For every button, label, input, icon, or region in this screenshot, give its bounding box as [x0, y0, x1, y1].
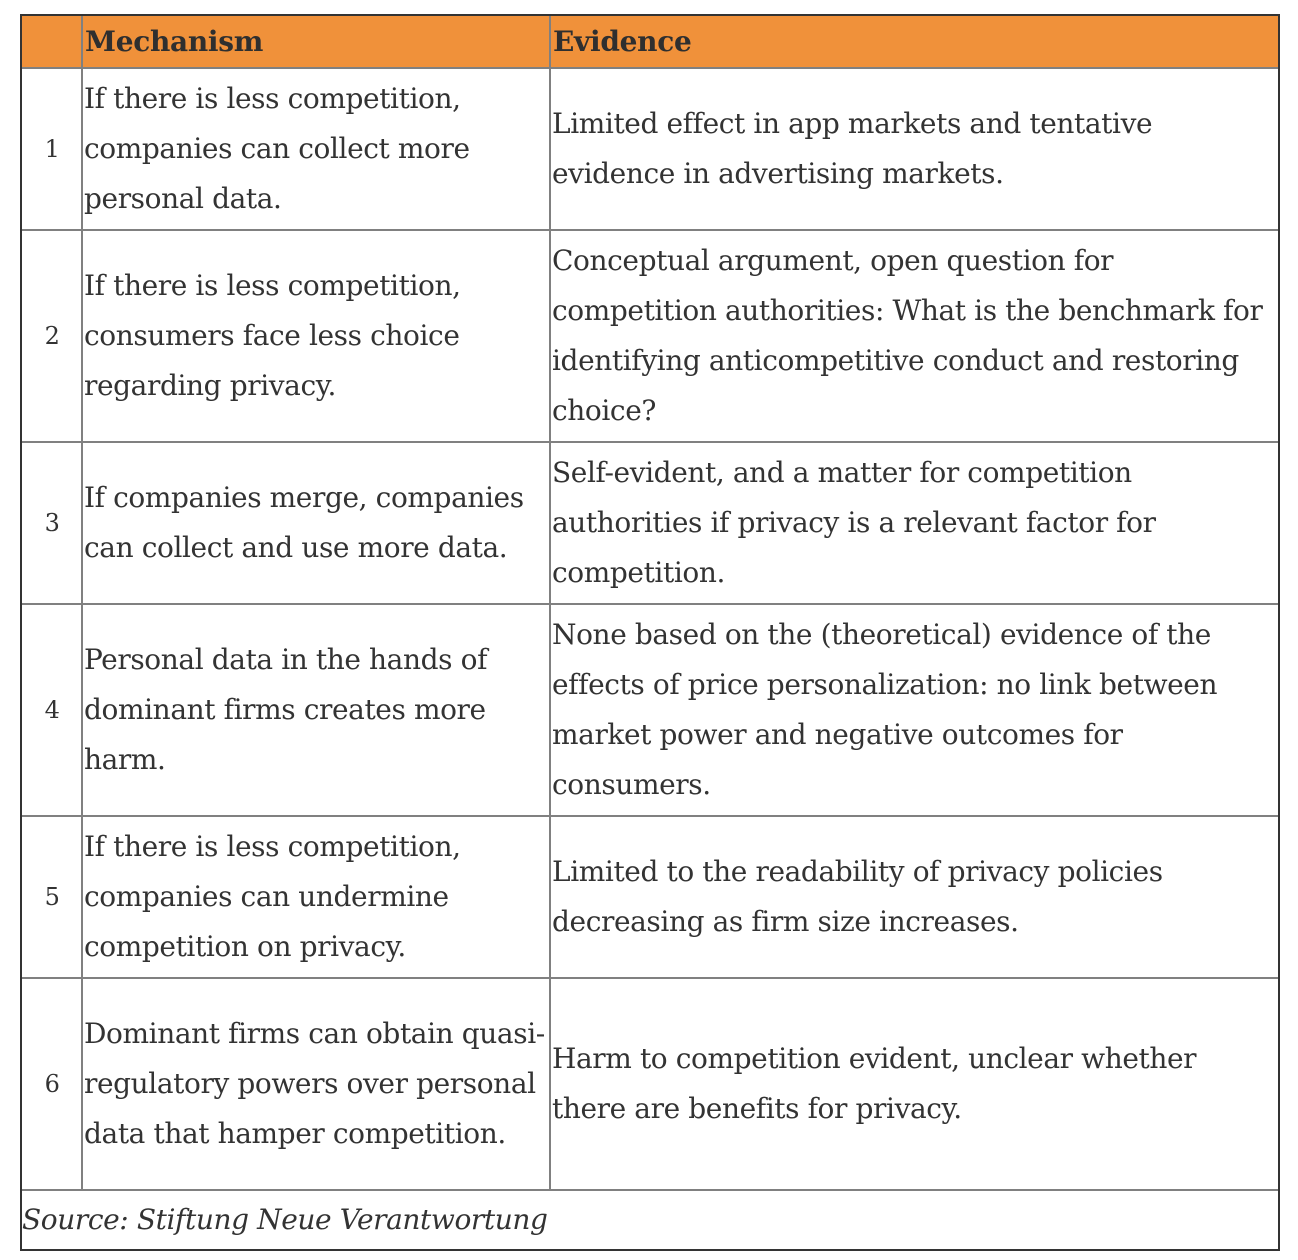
mechanism-cell	[81, 231, 549, 441]
table-header-row	[22, 16, 1278, 69]
evidence-text: Harm to competition evident, unclear whether there are benefits for privacy.	[552, 1042, 1197, 1125]
evidence-text: Limited to the readability of privacy policies decreasing as firm size increases.	[552, 855, 1163, 938]
table-row	[22, 443, 1278, 605]
evidence-cell	[549, 231, 1278, 441]
evidence-cell	[549, 443, 1278, 603]
row-number: 2	[44, 322, 60, 350]
evidence-text: None based on the (theoretical) evidence of the effects of price personalization: no link between market power and negative outcomes for consumers.	[552, 618, 1218, 801]
evidence-cell	[549, 979, 1278, 1189]
header-number	[22, 16, 81, 67]
table-row	[22, 817, 1278, 979]
header-mechanism: Mechanism	[81, 16, 549, 67]
mechanism-text: Dominant firms can obtain quasi-regulatory powers over personal data that hamper competition.	[84, 1017, 545, 1150]
mechanism-cell	[81, 69, 549, 229]
mechanism-text: If there is less competition, consumers face less choice regarding privacy.	[84, 269, 461, 402]
evidence-cell	[549, 69, 1278, 229]
mechanism-cell	[81, 443, 549, 603]
table-row	[22, 979, 1278, 1191]
mechanism-evidence-table	[20, 14, 1280, 1251]
evidence-text: Self-evident, and a matter for competition authorities if privacy is a relevant factor for competition.	[552, 456, 1156, 589]
evidence-text: Conceptual argument, open question for competition authorities: What is the benchmark for identifying anticompetitive conduct and restoring choice?	[552, 244, 1263, 427]
evidence-cell	[549, 605, 1278, 815]
header-evidence: Evidence	[549, 16, 1278, 67]
row-number: 6	[44, 1070, 60, 1098]
mechanism-text: Personal data in the hands of dominant firms creates more harm.	[84, 643, 488, 776]
source-caption: Source: Stiftung Neue Verantwortung	[22, 1203, 548, 1236]
mechanism-cell	[81, 605, 549, 815]
mechanism-cell	[81, 979, 549, 1189]
row-number: 4	[44, 696, 60, 724]
row-number: 3	[44, 509, 60, 537]
mechanism-text: If there is less competition, companies can undermine competition on privacy.	[84, 830, 461, 963]
table-row	[22, 69, 1278, 231]
row-number: 5	[44, 883, 60, 911]
table-row	[22, 231, 1278, 443]
row-number: 1	[44, 135, 60, 163]
table-row	[22, 605, 1278, 817]
evidence-text: Limited effect in app markets and tentative evidence in advertising markets.	[552, 107, 1153, 190]
evidence-cell	[549, 817, 1278, 977]
mechanism-cell	[81, 817, 549, 977]
mechanism-text: If there is less competition, companies can collect more personal data.	[84, 82, 470, 215]
mechanism-text: If companies merge, companies can collect and use more data.	[84, 481, 524, 564]
